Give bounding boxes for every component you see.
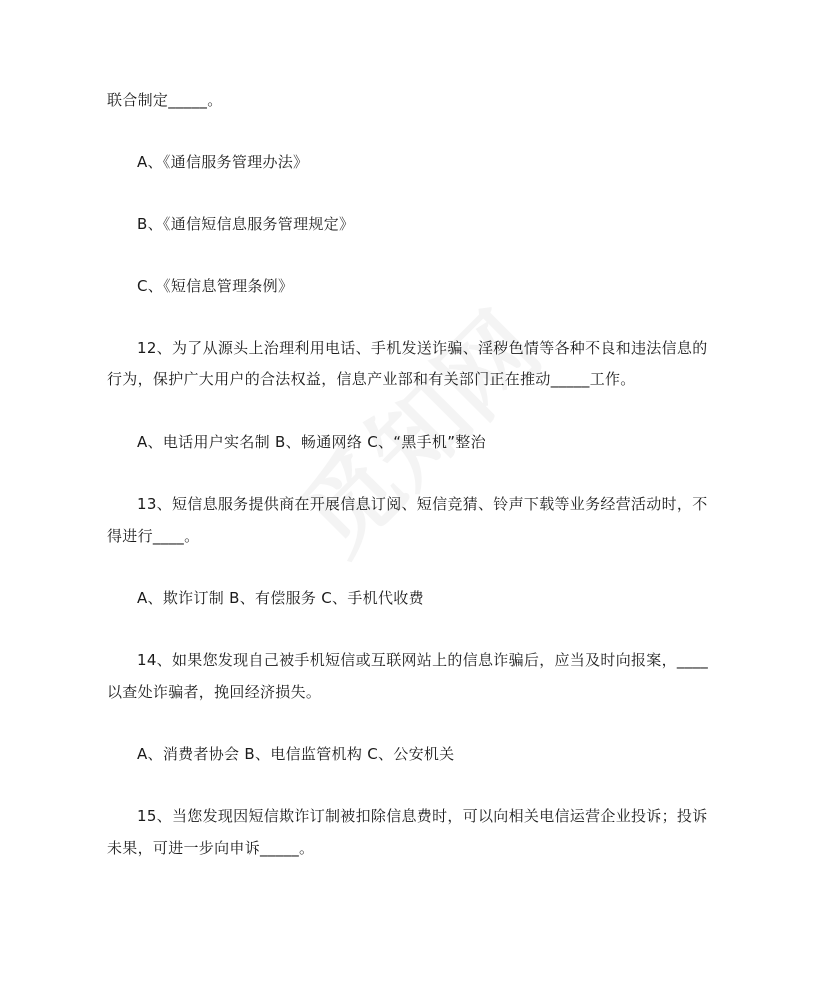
q11-option-a: A、《通信服务管理办法》 — [137, 153, 309, 171]
q14-text-line-1: 14、如果您发现自己被手机短信或互联网站上的信息诈骗后，应当及时向报案，____ — [137, 651, 709, 669]
q11-option-b: B、《通信短信息服务管理规定》 — [137, 215, 355, 233]
text-line-continuation: 联合制定_____。 — [107, 91, 223, 109]
q13-options: A、欺诈订制 B、有偿服务 C、手机代收费 — [137, 589, 424, 607]
q14-text-line-2: 以查处诈骗者，挽回经济损失。 — [107, 683, 322, 701]
q15-text-line-2: 未果，可进一步向申诉_____。 — [107, 839, 315, 857]
q13-text-line-1: 13、短信息服务提供商在开展信息订阅、短信竞猜、铃声下载等业务经营活动时，不 — [137, 495, 708, 513]
q13-text-line-2: 得进行____。 — [107, 527, 200, 545]
q15-text-line-1: 15、当您发现因短信欺诈订制被扣除信息费时，可以向相关电信运营企业投诉；投诉 — [137, 807, 708, 825]
q12-text-line-1: 12、为了从源头上治理利用电话、手机发送诈骗、淫秽色情等各种不良和违法信息的 — [137, 339, 708, 357]
watermark — [250, 263, 580, 593]
q11-option-c: C、《短信息管理条例》 — [137, 277, 294, 295]
q12-options: A、电话用户实名制 B、畅通网络 C、“黑手机”整治 — [137, 433, 486, 451]
q14-options: A、消费者协会 B、电信监管机构 C、公安机关 — [137, 745, 455, 763]
q12-text-line-2: 行为，保护广大用户的合法权益，信息产业部和有关部门正在推动_____工作。 — [107, 370, 636, 388]
